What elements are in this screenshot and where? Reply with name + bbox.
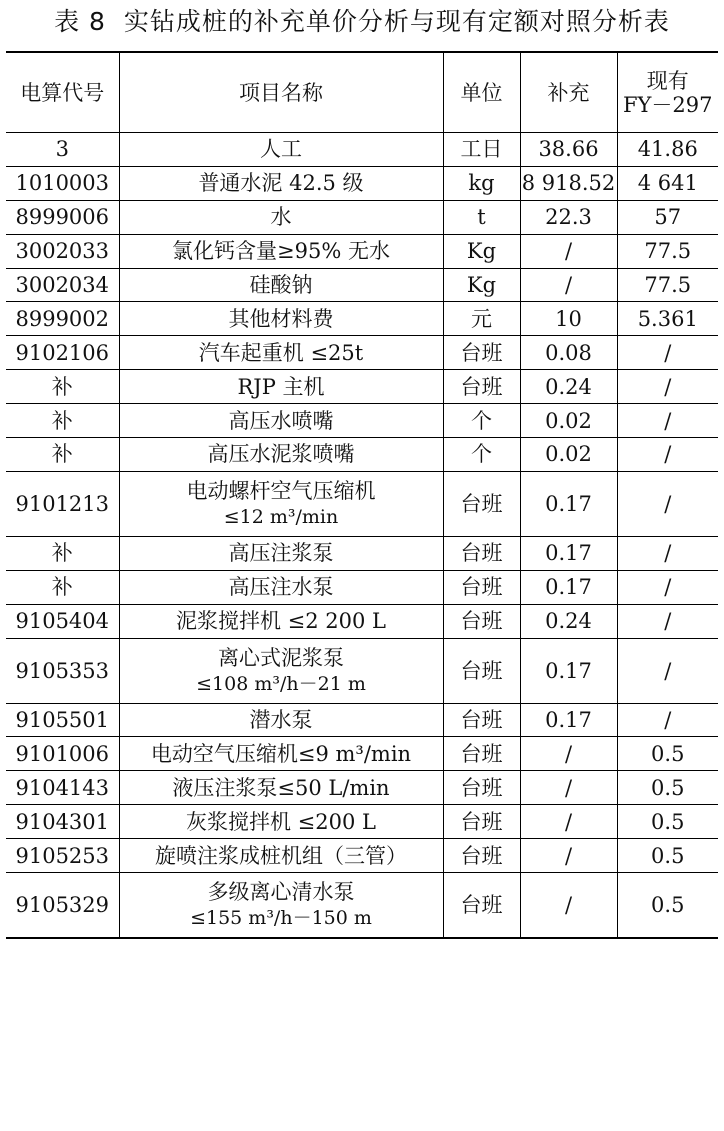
cell-existing — [617, 638, 718, 703]
cell-existing-text: 77.5 — [644, 239, 692, 264]
cell-name — [119, 234, 443, 268]
table-row — [6, 839, 718, 873]
cell-unit — [443, 604, 520, 638]
cell-code — [6, 438, 119, 472]
cell-name — [119, 839, 443, 873]
table-body — [6, 133, 718, 939]
cell-unit-text: 台班 — [460, 809, 503, 834]
cell-name-text: 泥浆搅拌机 ≤2 200 L — [175, 609, 386, 634]
cell-unit — [443, 471, 520, 536]
cell-supplement-text: / — [564, 843, 573, 868]
cell-unit — [443, 805, 520, 839]
cell-name-text: 电动空气压缩机≤9 m³/min — [150, 741, 412, 766]
cell-name — [119, 737, 443, 771]
cell-supplement-text: / — [564, 775, 573, 800]
cell-code — [6, 133, 119, 167]
cell-existing-text: 0.5 — [651, 741, 685, 766]
cell-name — [119, 604, 443, 638]
table-row — [6, 404, 718, 438]
cell-name-text: 潜水泵 — [249, 708, 313, 733]
cell-code — [6, 370, 119, 404]
cell-name-text: 水 — [270, 205, 292, 230]
cell-existing — [617, 302, 718, 336]
cell-code-text: 补 — [51, 442, 73, 467]
cell-code-text: 9105501 — [15, 708, 110, 733]
cell-unit-text: 台班 — [460, 491, 503, 516]
cell-supplement — [520, 370, 617, 404]
cell-existing-text: 0.5 — [651, 843, 685, 868]
cell-existing — [617, 336, 718, 370]
cell-name-text: RJP 主机 — [237, 374, 325, 399]
cell-existing-text: / — [664, 541, 672, 566]
table-row — [6, 302, 718, 336]
cell-unit-text: 工日 — [460, 137, 503, 162]
cell-code-text: 1010003 — [15, 171, 110, 196]
cell-supplement-text: 38.66 — [538, 137, 599, 162]
cell-name-text: 灰浆搅拌机 ≤200 L — [186, 809, 376, 834]
cell-code — [6, 570, 119, 604]
cell-name — [119, 873, 443, 939]
table-row — [6, 771, 718, 805]
cell-existing — [617, 839, 718, 873]
cell-unit-text: Kg — [466, 273, 497, 297]
cell-name-text: 多级离心清水泵 — [207, 880, 355, 905]
cell-name — [119, 268, 443, 302]
cell-unit-text: 台班 — [460, 340, 503, 365]
cell-unit-text: Kg — [466, 239, 497, 264]
cell-name — [119, 570, 443, 604]
cell-unit — [443, 737, 520, 771]
cell-code — [6, 604, 119, 638]
cell-unit-text: 台班 — [460, 775, 503, 800]
cell-existing — [617, 471, 718, 536]
cell-unit-text: 台班 — [460, 708, 503, 733]
cell-unit — [443, 536, 520, 570]
cell-code-text: 9101006 — [15, 741, 110, 766]
cell-supplement — [520, 570, 617, 604]
cell-existing — [617, 268, 718, 302]
cell-existing-text: / — [664, 340, 672, 365]
cell-code — [6, 805, 119, 839]
cell-code-text: 补 — [51, 541, 73, 566]
cell-unit — [443, 166, 520, 200]
cell-existing — [617, 604, 718, 638]
cell-supplement — [520, 302, 617, 336]
cell-existing-text: / — [664, 609, 672, 634]
cell-supplement-text: 0.17 — [545, 491, 592, 516]
cell-supplement — [520, 471, 617, 536]
cell-supplement — [520, 438, 617, 472]
cell-unit — [443, 370, 520, 404]
cell-supplement-text: / — [564, 741, 573, 766]
cell-name — [119, 370, 443, 404]
cell-existing-text: 41.86 — [637, 137, 698, 162]
cell-supplement — [520, 805, 617, 839]
cell-unit — [443, 234, 520, 268]
cell-name-spec: ≤155 m³/h－150 m — [190, 907, 372, 930]
cell-name-spec: ≤108 m³/h－21 m — [196, 672, 366, 695]
cell-existing-text: / — [664, 491, 672, 516]
cell-supplement-text: 0.17 — [545, 541, 592, 566]
cell-name-text: 离心式泥浆泵 — [218, 645, 344, 670]
cell-code-text: 9104301 — [15, 809, 110, 834]
cell-code-text: 8999002 — [15, 306, 110, 331]
cell-existing — [617, 370, 718, 404]
table-row — [6, 471, 718, 536]
cell-unit — [443, 839, 520, 873]
cell-unit — [443, 133, 520, 167]
table-row — [6, 166, 718, 200]
cell-name — [119, 536, 443, 570]
cell-existing-text: / — [664, 575, 672, 600]
cell-supplement-text: / — [564, 273, 573, 297]
cell-unit — [443, 703, 520, 737]
header-existing: 现有 FY－297 — [617, 52, 718, 133]
cell-code-text: 9101213 — [15, 491, 110, 516]
cell-name — [119, 200, 443, 234]
table-row — [6, 805, 718, 839]
cell-code-text: 8999006 — [15, 205, 110, 230]
cell-code-text: 9105329 — [15, 893, 110, 918]
cell-name — [119, 438, 443, 472]
cell-code — [6, 302, 119, 336]
cell-code — [6, 200, 119, 234]
cell-code-text: 补 — [51, 408, 73, 433]
cell-existing-text: / — [664, 408, 672, 433]
cell-name — [119, 805, 443, 839]
cell-code — [6, 873, 119, 939]
cell-existing-text: / — [664, 442, 672, 467]
table-row — [6, 737, 718, 771]
cell-unit — [443, 200, 520, 234]
cell-existing — [617, 133, 718, 167]
cell-supplement — [520, 638, 617, 703]
cell-supplement-text: / — [564, 239, 573, 264]
cell-existing — [617, 570, 718, 604]
table-row — [6, 336, 718, 370]
cell-name — [119, 166, 443, 200]
cell-name-text: 普通水泥 42.5 级 — [198, 171, 364, 196]
cell-existing — [617, 200, 718, 234]
cell-supplement — [520, 839, 617, 873]
cell-supplement-text: 22.3 — [545, 205, 592, 230]
cell-code — [6, 336, 119, 370]
cell-code-text: 补 — [51, 575, 73, 600]
cell-code — [6, 166, 119, 200]
header-name: 项目名称 — [119, 52, 443, 133]
header-code: 电算代号 — [6, 52, 119, 133]
cell-supplement — [520, 604, 617, 638]
table-caption — [0, 0, 724, 44]
cell-unit-text: 台班 — [460, 374, 503, 399]
table-row — [6, 638, 718, 703]
cell-existing — [617, 771, 718, 805]
cell-supplement — [520, 873, 617, 939]
cell-code — [6, 638, 119, 703]
cell-supplement — [520, 771, 617, 805]
table-row — [6, 268, 718, 302]
cell-name — [119, 471, 443, 536]
cell-unit — [443, 302, 520, 336]
cell-name-spec: ≤12 m³/min — [223, 505, 339, 528]
cell-supplement-text: 0.02 — [545, 442, 592, 467]
cell-supplement-text: 0.24 — [545, 609, 592, 634]
cell-unit — [443, 873, 520, 939]
cell-name-text: 旋喷注浆成桩机组（三管） — [155, 843, 407, 868]
cell-code — [6, 703, 119, 737]
header-row — [6, 52, 718, 133]
cell-code-text: 9102106 — [15, 340, 110, 365]
cell-supplement — [520, 336, 617, 370]
table-row — [6, 438, 718, 472]
table-row — [6, 370, 718, 404]
cell-unit — [443, 570, 520, 604]
cell-name — [119, 771, 443, 805]
cell-code-text: 9105253 — [15, 843, 110, 868]
cell-name-text: 高压注浆泵 — [228, 541, 334, 566]
cell-existing — [617, 438, 718, 472]
cell-code — [6, 737, 119, 771]
cell-supplement — [520, 234, 617, 268]
cell-code-text: 补 — [51, 374, 73, 399]
cell-existing-text: 4 641 — [637, 171, 698, 196]
cell-existing — [617, 737, 718, 771]
cell-supplement — [520, 166, 617, 200]
comparison-table — [6, 51, 718, 939]
cell-code — [6, 771, 119, 805]
table-row — [6, 873, 718, 939]
table-row — [6, 234, 718, 268]
cell-supplement-text: 0.17 — [545, 658, 592, 683]
cell-code — [6, 839, 119, 873]
cell-unit — [443, 336, 520, 370]
cell-supplement-text: 10 — [555, 306, 582, 331]
cell-existing-text: 0.5 — [651, 775, 685, 800]
cell-supplement-text: 0.02 — [545, 408, 592, 433]
cell-code-text: 9105404 — [15, 609, 110, 634]
cell-unit-text: 台班 — [460, 658, 503, 683]
cell-name-text: 液压注浆泵≤50 L/min — [172, 775, 390, 800]
table-row — [6, 604, 718, 638]
cell-unit-text: 台班 — [460, 575, 503, 600]
cell-existing — [617, 404, 718, 438]
cell-existing — [617, 234, 718, 268]
table-row — [6, 133, 718, 167]
cell-existing — [617, 703, 718, 737]
cell-code-text: 3002033 — [15, 239, 110, 264]
cell-supplement-text: / — [564, 809, 573, 834]
table-row — [6, 703, 718, 737]
cell-supplement-text: 8 918.52 — [521, 171, 616, 196]
cell-supplement — [520, 200, 617, 234]
cell-supplement — [520, 404, 617, 438]
table-number: 表 8 — [54, 7, 106, 36]
cell-unit-text: 元 — [471, 306, 492, 331]
cell-supplement-text: 0.24 — [545, 374, 592, 399]
cell-unit-text: 个 — [471, 408, 492, 433]
cell-name-text: 人工 — [260, 137, 302, 162]
cell-unit — [443, 268, 520, 302]
cell-existing-text: 57 — [654, 205, 682, 230]
table-row — [6, 570, 718, 604]
cell-existing — [617, 166, 718, 200]
cell-supplement — [520, 536, 617, 570]
cell-supplement-text: 0.08 — [545, 340, 592, 365]
cell-name — [119, 133, 443, 167]
cell-unit — [443, 771, 520, 805]
cell-name — [119, 302, 443, 336]
cell-name-text: 高压注水泵 — [228, 575, 334, 600]
cell-code-text: 9105353 — [15, 658, 110, 683]
cell-supplement-text: / — [564, 893, 573, 918]
cell-name-text: 氯化钙含量≥95% 无水 — [172, 239, 390, 264]
cell-code-text: 3002034 — [15, 273, 110, 297]
header-unit: 单位 — [443, 52, 520, 133]
cell-name — [119, 703, 443, 737]
cell-supplement-text: 0.17 — [545, 575, 592, 600]
cell-code — [6, 404, 119, 438]
cell-unit-text: 台班 — [460, 741, 503, 766]
cell-name-text: 电动螺杆空气压缩机 — [186, 478, 376, 503]
cell-unit-text: 台班 — [460, 609, 503, 634]
cell-existing-text: / — [664, 658, 672, 683]
cell-existing-text: 5.361 — [637, 306, 698, 331]
cell-unit — [443, 438, 520, 472]
cell-name-text: 其他材料费 — [228, 306, 334, 331]
cell-code — [6, 234, 119, 268]
cell-unit-text: 个 — [471, 442, 492, 467]
cell-unit-text: 台班 — [460, 541, 503, 566]
cell-unit — [443, 638, 520, 703]
cell-existing-text: / — [664, 708, 672, 733]
cell-name-text: 高压水泥浆喷嘴 — [207, 442, 355, 467]
cell-unit — [443, 404, 520, 438]
cell-existing — [617, 536, 718, 570]
cell-supplement — [520, 133, 617, 167]
cell-existing-text: 0.5 — [651, 809, 685, 834]
cell-supplement — [520, 703, 617, 737]
cell-code-text: 3 — [55, 137, 69, 162]
table-row — [6, 200, 718, 234]
cell-unit-text: 台班 — [460, 893, 503, 918]
cell-existing — [617, 805, 718, 839]
cell-supplement-text: 0.17 — [545, 708, 592, 733]
cell-unit-text: kg — [468, 171, 495, 196]
cell-existing-text: 77.5 — [644, 273, 692, 297]
table-title: 实钻成桩的补充单价分析与现有定额对照分析表 — [123, 7, 670, 36]
cell-name — [119, 336, 443, 370]
cell-name — [119, 404, 443, 438]
cell-name — [119, 638, 443, 703]
cell-supplement — [520, 268, 617, 302]
cell-code — [6, 536, 119, 570]
header-supplement: 补充 — [520, 52, 617, 133]
table-row — [6, 536, 718, 570]
cell-name-text: 汽车起重机 ≤25t — [198, 340, 364, 365]
cell-code — [6, 471, 119, 536]
cell-existing-text: / — [664, 374, 672, 399]
cell-unit-text: t — [477, 205, 486, 230]
cell-code — [6, 268, 119, 302]
cell-unit-text: 台班 — [460, 843, 503, 868]
cell-supplement — [520, 737, 617, 771]
cell-name-text: 高压水喷嘴 — [228, 408, 334, 433]
cell-existing-text: 0.5 — [651, 893, 685, 918]
cell-existing — [617, 873, 718, 939]
cell-name-text: 硅酸钠 — [249, 273, 313, 297]
cell-code-text: 9104143 — [15, 775, 110, 800]
